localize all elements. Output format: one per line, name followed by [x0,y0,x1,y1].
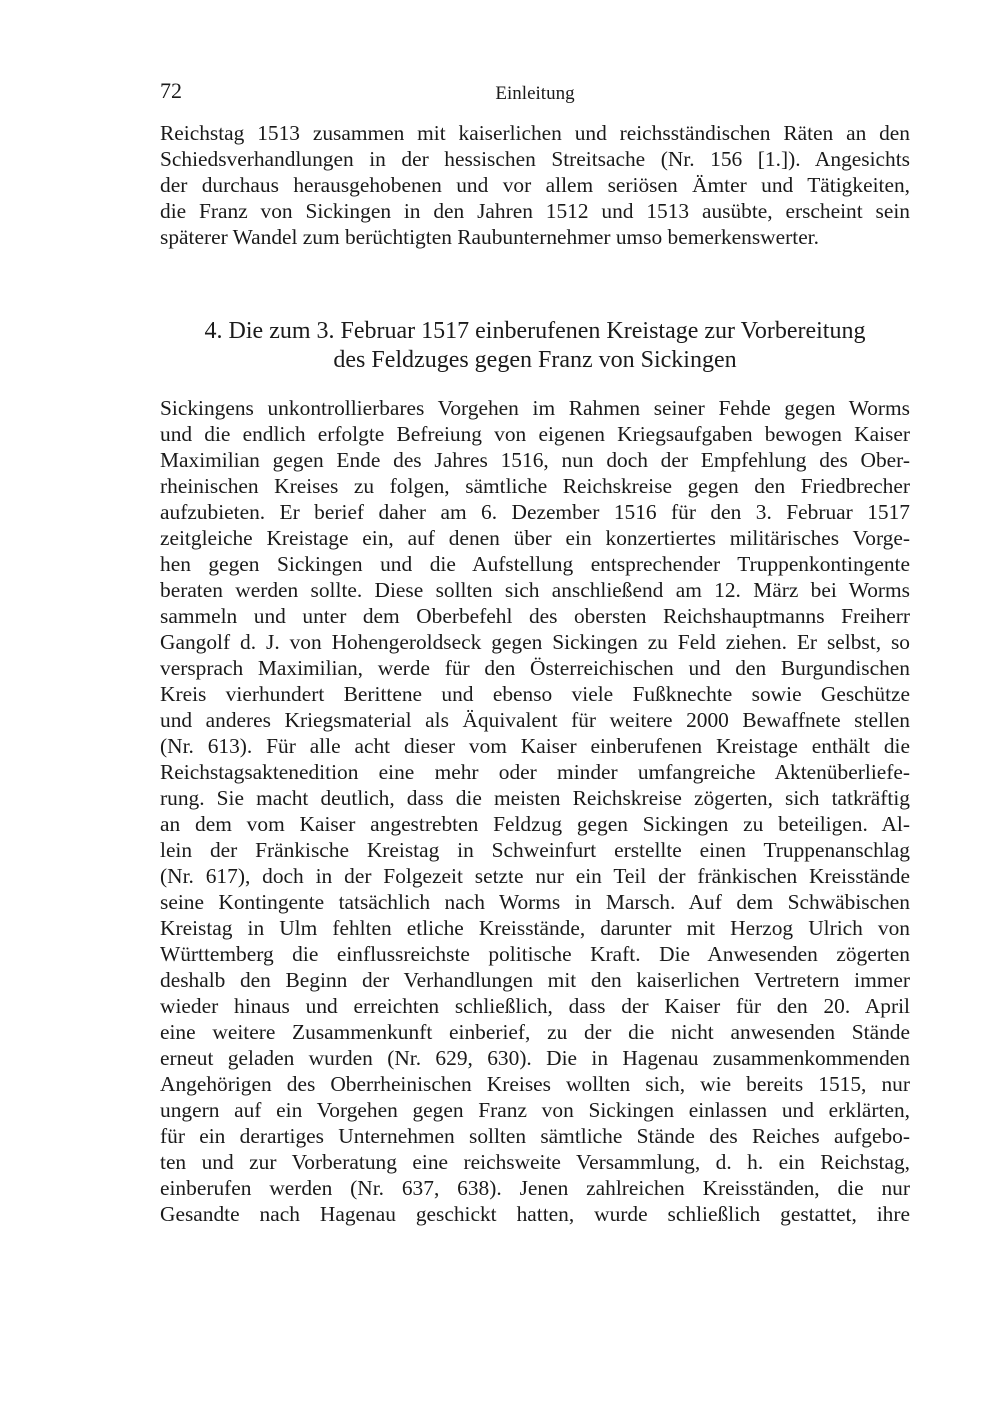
page-number: 72 [160,78,182,103]
text-line: Gangolf d. J. von Hohengeroldseck gegen Sickingen zu Feld ziehen. Er selbst, so [160,630,910,654]
text-line: und die endlich erfolgte Befreiung von eigenen Kriegsaufgaben bewogen Kaiser [160,422,910,446]
text-line: lein der Fränkische Kreistag in Schweinfurt erstellte einen Truppenanschlag [160,838,910,862]
text-line: einberufen werden (Nr. 637, 638). Jenen zahlreichen Kreisständen, die nur [160,1176,910,1200]
text-line: späterer Wandel zum berüchtigten Raubunternehmer umso bemerkenswerter. [160,225,819,249]
text-line: aufzubieten. Er berief daher am 6. Dezember 1516 für den 3. Februar 1517 [160,500,910,524]
text-line: und anderes Kriegsmaterial als Äquivalent für weitere 2000 Bewaffnete stellen [160,708,910,732]
text-line: rung. Sie macht deutlich, dass die meisten Reichskreise zögerten, sich tatkräftig [160,786,910,810]
text-line: hen gegen Sickingen und die Aufstellung entsprechender Truppenkontingente [160,552,910,576]
text-line: sammeln und unter dem Oberbefehl des obersten Reichshauptmanns Freiherr [160,604,910,628]
text-line: Württemberg die einflussreichste politische Kraft. Die Anwesenden zögerten [160,942,910,966]
text-line: Schiedsverhandlungen in der hessischen Streitsache (Nr. 156 [1.]). Angesichts [160,147,910,171]
text-line: ungern auf ein Vorgehen gegen Franz von Sickingen einlassen und erklärten, [160,1098,910,1122]
text-line: wieder hinaus und erreichten schließlich, dass der Kaiser für den 20. April [160,994,910,1018]
text-line: zeitgleiche Kreistage ein, auf denen über ein konzertiertes militärisches Vorge- [160,526,910,550]
text-line: beraten werden sollte. Diese sollten sich anschließend am 12. März bei Worms [160,578,910,602]
text-line: deshalb den Beginn der Verhandlungen mit den kaiserlichen Vertretern immer [160,968,910,992]
text-line: Kreistag in Ulm fehlten etliche Kreisstände, darunter mit Herzog Ulrich von [160,916,910,940]
text-line: Reichstagsaktenedition eine mehr oder minder umfangreiche Aktenüberliefe- [160,760,910,784]
text-line: Kreis vierhundert Berittene und ebenso viele Fußknechte sowie Geschütze [160,682,910,706]
intro-paragraph [160,120,910,250]
text-line: der durchaus herausgehobenen und vor allem seriösen Ämter und Tätigkeiten, [160,173,910,197]
text-line: die Franz von Sickingen in den Jahren 1512 und 1513 ausübte, erscheint sein [160,199,910,223]
section-heading [160,317,910,375]
text-line: erneut geladen wurden (Nr. 629, 630). Die in Hagenau zusammenkommenden [160,1046,910,1070]
text-line: eine weitere Zusammenkunft einberief, zu der die nicht anwesenden Stände [160,1020,910,1044]
text-line: rheinischen Kreises zu folgen, sämtliche Reichskreise gegen den Friedbrecher [160,474,910,498]
section-heading-line: des Feldzuges gegen Franz von Sickingen [333,347,737,373]
text-line: (Nr. 613). Für alle acht dieser vom Kaiser einberufenen Kreistage enthält die [160,734,910,758]
text-line: Gesandte nach Hagenau geschickt hatten, wurde schließlich gestattet, ihre [160,1202,910,1226]
text-line: versprach Maximilian, werde für den Österreichischen und den Burgundischen [160,656,910,680]
text-line: Reichstag 1513 zusammen mit kaiserlichen und reichsständischen Räten an den [160,121,910,145]
text-line: Maximilian gegen Ende des Jahres 1516, nun doch der Empfehlung des Ober- [160,448,910,472]
text-line: Angehörigen des Oberrheinischen Kreises wollten sich, wie bereits 1515, nur [160,1072,910,1096]
text-line: (Nr. 617), doch in der Folgezeit setzte nur ein Teil der fränkischen Kreisstände [160,864,910,888]
running-head: Einleitung [495,83,575,104]
text-line: für ein derartiges Unternehmen sollten sämtliche Stände des Reiches aufgebo- [160,1124,910,1148]
text-line: seine Kontingente tatsächlich nach Worms in Marsch. Auf dem Schwäbischen [160,890,910,914]
text-line: Sickingens unkontrollierbares Vorgehen im Rahmen seiner Fehde gegen Worms [160,396,910,420]
text-line: an dem vom Kaiser angestrebten Feldzug gegen Sickingen zu beteiligen. Al- [160,812,910,836]
body-paragraph [160,395,910,1227]
section-heading-line: 4. Die zum 3. Februar 1517 einberufenen Kreistage zur Vorbereitung [204,318,866,344]
text-line: ten und zur Vorberatung eine reichsweite Versammlung, d. h. ein Reichstag, [160,1150,910,1174]
